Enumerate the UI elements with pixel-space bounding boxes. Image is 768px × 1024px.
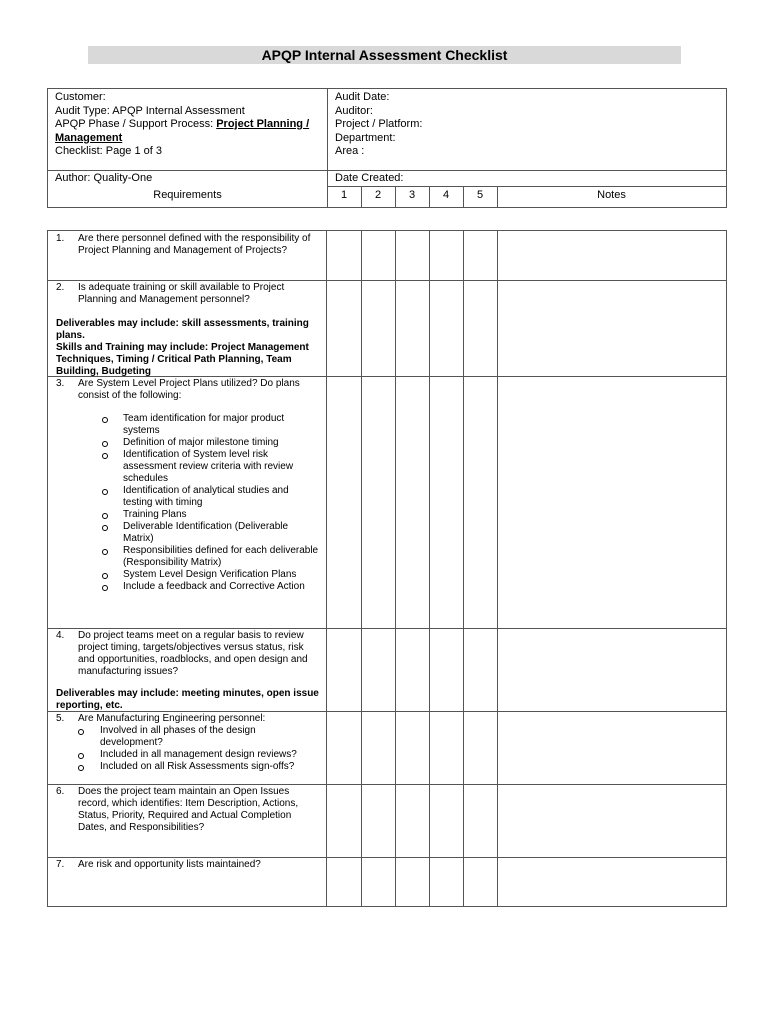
text-line: Status, Priority, Required and Actual Completion — [78, 810, 292, 821]
date-created-field: Date Created: — [335, 172, 404, 184]
text-line: consist of the following: — [78, 390, 182, 401]
text-line: Included on all Risk Assessments sign-offs? — [100, 761, 295, 772]
item-number: 2. — [56, 282, 65, 293]
divider — [327, 186, 726, 187]
text-line: assessment review criteria with review — [123, 461, 294, 472]
item-text — [78, 713, 338, 725]
text-line: Is adequate training or skill available to Project — [78, 282, 285, 293]
bullet-icon — [102, 489, 108, 495]
text-line: Identification of analytical studies and — [123, 485, 289, 496]
text-line: Do project teams meet on a regular basis to review — [78, 630, 304, 641]
item-number: 7. — [56, 859, 65, 870]
auditor-field: Auditor: — [335, 104, 373, 117]
divider — [429, 231, 430, 906]
text-line: manufacturing issues? — [78, 666, 179, 677]
bullet-icon — [102, 549, 108, 555]
project-field: Project / Platform: — [335, 118, 423, 130]
text-line: project timing, targets/objectives versus status, risk — [78, 642, 304, 653]
checklist-field: Checklist: Page 1 of 3 — [55, 145, 163, 157]
bullet-item — [123, 545, 333, 569]
text-line: Deliverables may include: meeting minutes, open issue — [56, 688, 319, 699]
text-line: Deliverables may include: skill assessments, training — [56, 318, 309, 329]
divider — [48, 170, 726, 171]
item-text — [78, 233, 338, 257]
checklist-table — [47, 230, 727, 907]
text-line: Are there personnel defined with the responsibility of — [78, 233, 311, 244]
deliverables-note — [56, 318, 326, 378]
phase-value: Project Planning / — [216, 118, 310, 130]
col-5: 5 — [476, 189, 484, 201]
item-number: 4. — [56, 630, 65, 641]
item-number: 5. — [56, 713, 65, 724]
item-text — [78, 630, 338, 678]
row-divider — [48, 280, 726, 281]
bullet-icon — [102, 441, 108, 447]
bullet-item — [123, 449, 333, 485]
bullet-icon — [102, 573, 108, 579]
col-1: 1 — [340, 189, 348, 201]
text-line: System Level Design Verification Plans — [123, 569, 297, 580]
col-4: 4 — [442, 189, 450, 201]
text-line: plans. — [56, 330, 85, 341]
text-line: Are System Level Project Plans utilized? Do plans — [78, 378, 300, 389]
bullet-item — [123, 569, 333, 581]
bullet-item — [123, 485, 333, 509]
text-line: Are Manufacturing Engineering personnel: — [78, 713, 266, 724]
header-left — [55, 91, 325, 159]
audit-type-field: Audit Type: APQP Internal Assessment — [55, 104, 245, 117]
bullet-icon — [102, 513, 108, 519]
item-text — [78, 282, 338, 306]
text-line: Skills and Training may include: Project Management — [56, 342, 309, 353]
text-line: Matrix) — [123, 533, 154, 544]
bullet-icon — [102, 525, 108, 531]
bullet-icon — [78, 753, 84, 759]
text-line: Responsibilities defined for each deliverable — [123, 545, 319, 556]
divider — [361, 231, 362, 906]
text-line: development? — [100, 737, 163, 748]
item-number: 3. — [56, 378, 65, 389]
text-line: systems — [123, 425, 160, 436]
text-line: reporting, etc. — [56, 700, 123, 711]
text-line: Does the project team maintain an Open Issues — [78, 786, 290, 797]
col-3: 3 — [408, 189, 416, 201]
bullet-item — [100, 749, 310, 761]
text-line: Team identification for major product — [123, 413, 285, 424]
bullet-item — [100, 761, 310, 773]
author-field: Author: Quality-One — [55, 172, 153, 184]
deliverables-note — [56, 688, 326, 712]
item-number: 1. — [56, 233, 65, 244]
header-right — [335, 91, 422, 159]
row-divider — [48, 784, 726, 785]
text-line: Are risk and opportunity lists maintained? — [78, 859, 261, 870]
item-text — [78, 378, 338, 402]
document-title: APQP Internal Assessment Checklist — [88, 46, 681, 64]
text-line: Planning and Management personnel? — [78, 294, 250, 305]
audit-date-field: Audit Date: — [335, 91, 390, 103]
col-requirements: Requirements — [153, 189, 222, 201]
text-line: Training Plans — [123, 509, 187, 520]
text-line: Project Planning and Management of Projects? — [78, 245, 288, 256]
item-text — [78, 859, 338, 871]
phase-prefix: APQP Phase / Support Process: — [55, 118, 217, 130]
text-line: Include a feedback and Corrective Action — [123, 581, 305, 592]
divider — [395, 231, 396, 906]
text-line: Identification of System level risk — [123, 449, 269, 460]
item-text — [78, 786, 338, 834]
area-field: Area : — [335, 145, 365, 157]
phase-field — [55, 118, 325, 132]
text-line: Included in all management design reviews? — [100, 749, 297, 760]
col-notes: Notes — [597, 189, 626, 201]
divider — [463, 231, 464, 906]
text-line: record, which identifies: Item Description, Actions, — [78, 798, 299, 809]
text-line: Deliverable Identification (Deliverable — [123, 521, 289, 532]
bullet-icon — [78, 729, 84, 735]
customer-field: Customer: — [55, 91, 106, 103]
text-line: Techniques, Timing / Critical Path Planning, Team — [56, 354, 292, 365]
bullet-icon — [102, 417, 108, 423]
bullet-item — [123, 437, 333, 449]
text-line: Building, Budgeting — [56, 366, 151, 377]
bullet-item — [123, 509, 333, 521]
col-2: 2 — [374, 189, 382, 201]
divider — [497, 231, 498, 906]
phase-value-cont: Management — [55, 131, 123, 144]
text-line: testing with timing — [123, 497, 203, 508]
bullet-item — [123, 521, 333, 545]
text-line: Dates, and Responsibilities? — [78, 822, 205, 833]
row-divider — [48, 628, 726, 629]
bullet-item — [123, 581, 333, 593]
text-line: Definition of major milestone timing — [123, 437, 279, 448]
bullet-item — [100, 725, 310, 749]
bullet-icon — [102, 453, 108, 459]
row-divider — [48, 857, 726, 858]
text-line: (Responsibility Matrix) — [123, 557, 222, 568]
bullet-item — [123, 413, 333, 437]
department-field: Department: — [335, 131, 396, 144]
item-number: 6. — [56, 786, 65, 797]
header-box — [47, 88, 727, 208]
text-line: and opportunities, roadblocks, and open design and — [78, 654, 308, 665]
text-line: Involved in all phases of the design — [100, 725, 256, 736]
text-line: schedules — [123, 473, 169, 484]
bullet-icon — [102, 585, 108, 591]
bullet-icon — [78, 765, 84, 771]
